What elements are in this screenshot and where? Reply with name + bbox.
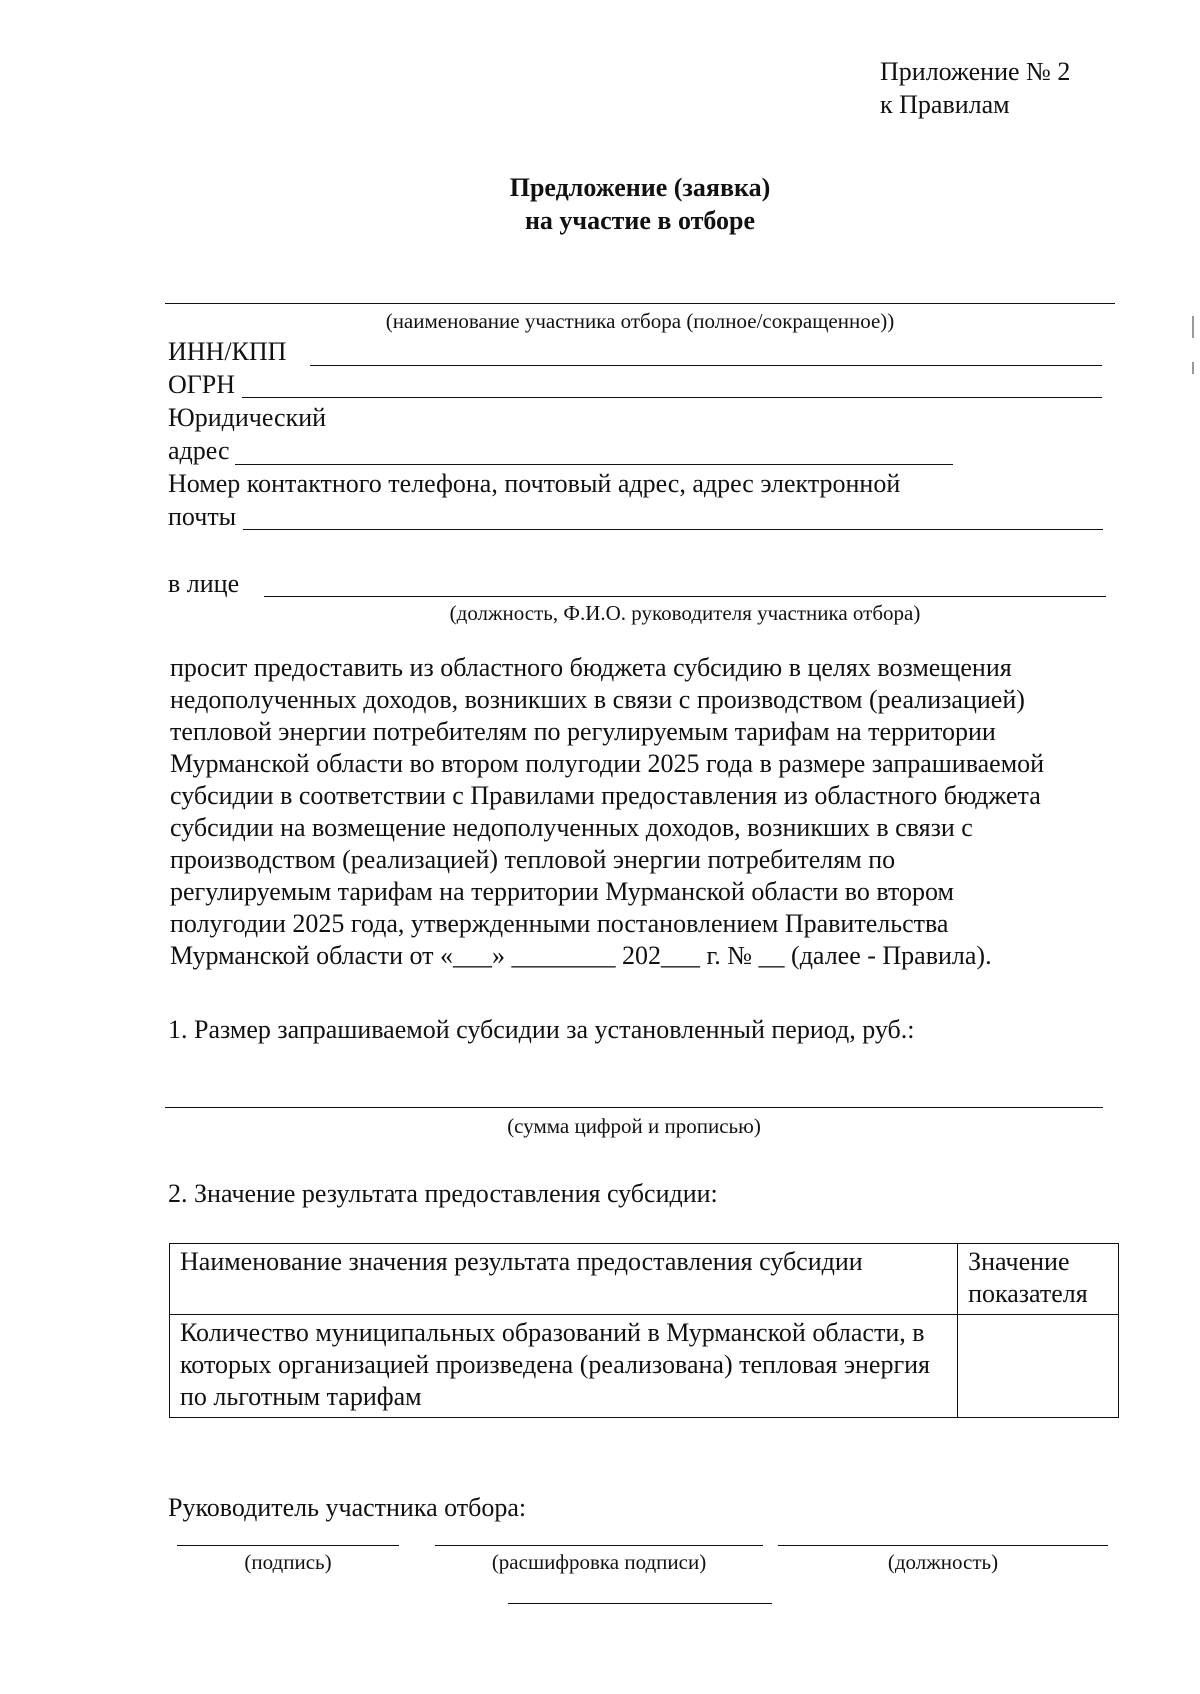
contacts-field[interactable]	[243, 529, 1103, 530]
table-header-name: Наименование значения результата предоставления субсидии	[170, 1244, 958, 1315]
request-paragraph	[170, 652, 1117, 972]
section-1-heading: 1. Размер запрашиваемой субсидии за установленный период, руб.:	[168, 1015, 915, 1044]
inn-kpp-label: ИНН/КПП	[168, 337, 287, 366]
subsidy-amount-caption: (сумма цифрой и прописью)	[507, 1114, 761, 1138]
request-line: просит предоставить из областного бюджета субсидию в целях возмещения	[170, 653, 1012, 682]
contacts-label-line-1: Номер контактного телефона, почтовый адрес, адрес электронной	[168, 469, 901, 498]
signature-decoding-field[interactable]	[435, 1545, 763, 1546]
signature-caption: (подпись)	[244, 1550, 332, 1574]
form-title-line-2: на участие в отборе	[524, 206, 756, 235]
scan-edge-mark	[1192, 316, 1194, 338]
signature-field[interactable]	[177, 1545, 399, 1546]
signature-decoding-caption: (расшифровка подписи)	[491, 1550, 707, 1574]
legal-address-field[interactable]	[235, 464, 953, 465]
legal-address-label-line-2: адрес	[168, 436, 230, 465]
represented-by-field[interactable]	[264, 596, 1106, 597]
request-last-line: Мурманской области от «___» ________ 202___ г. № __ (далее - Правила).	[170, 941, 992, 970]
scan-edge-mark	[1192, 362, 1194, 374]
ogrn-field[interactable]	[242, 397, 1102, 398]
table-row	[170, 1315, 1119, 1418]
request-line: производством (реализацией) тепловой энергии потребителям по	[170, 845, 896, 874]
request-line: тепловой энергии потребителям по регулируемым тарифам на территории	[170, 717, 996, 746]
represented-by-label: в лице	[168, 569, 240, 598]
section-2-heading: 2. Значение результата предоставления субсидии:	[168, 1179, 718, 1208]
table-header-value: Значение показателя	[958, 1244, 1119, 1315]
request-line: регулируемым тарифам на территории Мурманской области во втором	[170, 877, 954, 906]
signature-heading: Руководитель участника отбора:	[168, 1493, 527, 1522]
extra-signature-line[interactable]	[508, 1603, 772, 1604]
contacts-label-line-2: почты	[168, 502, 237, 531]
position-caption: (должность)	[887, 1550, 999, 1574]
appendix-line-1: Приложение № 2	[880, 57, 1071, 86]
ogrn-label: ОГРН	[168, 370, 236, 399]
form-title-line-1: Предложение (заявка)	[509, 173, 771, 202]
results-table	[169, 1243, 1119, 1418]
request-line: недополученных доходов, возникших в связи с производством (реализацией)	[170, 685, 1025, 714]
position-field[interactable]	[778, 1545, 1108, 1546]
legal-address-label-line-1: Юридический	[168, 403, 327, 432]
represented-by-caption: (должность, Ф.И.О. руководителя участника отбора)	[449, 601, 921, 625]
inn-kpp-field[interactable]	[310, 365, 1102, 366]
table-header-row	[170, 1244, 1119, 1315]
participant-name-field[interactable]	[165, 303, 1115, 304]
request-line: субсидии в соответствии с Правилами предоставления из областного бюджета	[170, 781, 1041, 810]
table-cell-indicator-value[interactable]	[958, 1315, 1119, 1418]
subsidy-amount-field[interactable]	[165, 1107, 1103, 1108]
request-line: Мурманской области во втором полугодии 2025 года в размере запрашиваемой	[170, 749, 1045, 778]
request-line: полугодии 2025 года, утвержденными постановлением Правительства	[170, 909, 949, 938]
request-line: субсидии на возмещение недополученных доходов, возникших в связи с	[170, 813, 973, 842]
appendix-line-2: к Правилам	[880, 90, 1010, 119]
table-cell-indicator-name: Количество муниципальных образований в Мурманской области, в которых организацией произведена (реализована) тепловая энергия по льготным тарифам	[170, 1315, 958, 1418]
participant-name-caption: (наименование участника отбора (полное/сокращенное))	[385, 309, 895, 333]
